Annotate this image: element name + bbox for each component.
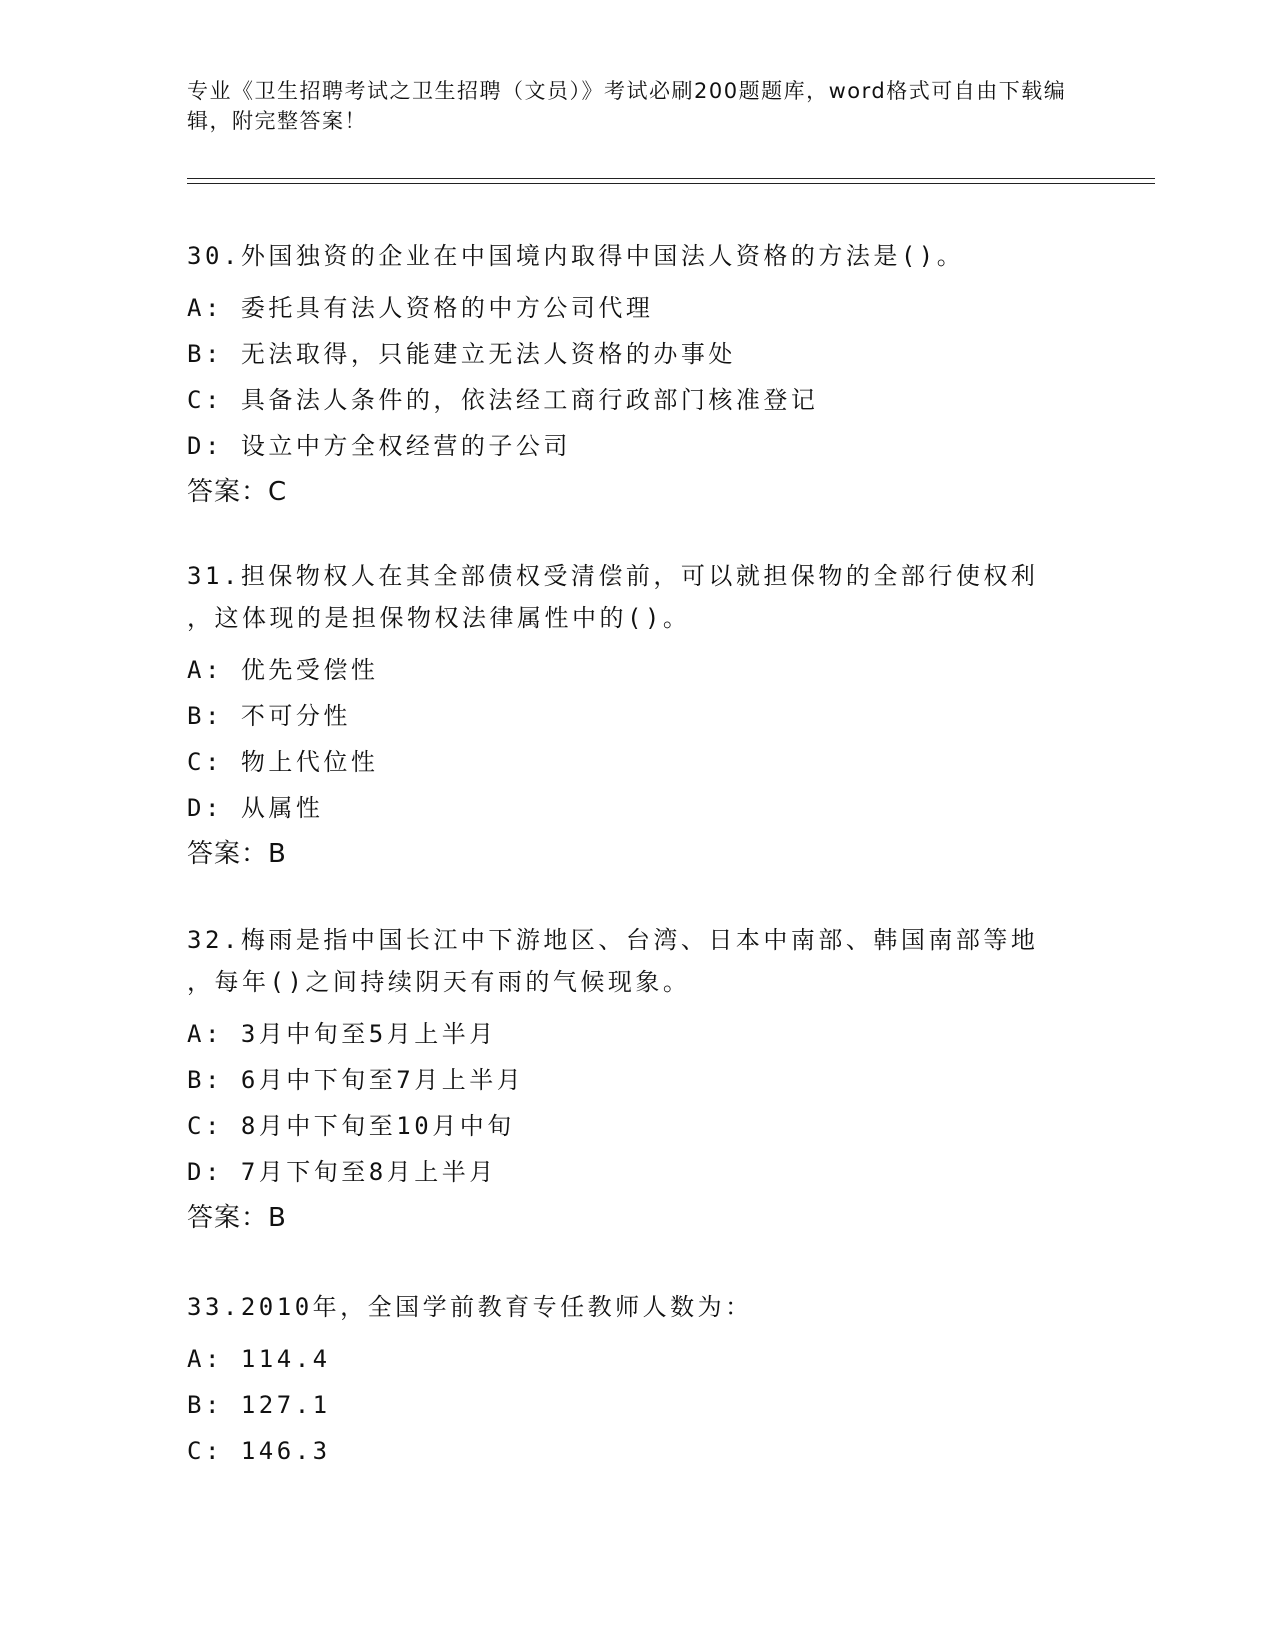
document-intro: 专业《卫生招聘考试之卫生招聘（文员）》考试必刷200题题库，word格式可自由下载编辑，附完整答案！ [187, 79, 1067, 133]
option-b: B: 127.1 [187, 1391, 331, 1419]
option-a: A: 优先受偿性 [187, 656, 379, 684]
answer-label: 答案：B [187, 839, 287, 869]
question-text-line-2: ，每年()之间持续阴天有雨的气候现象。 [187, 968, 691, 996]
option-d: D: 设立中方全权经营的子公司 [187, 432, 571, 460]
option-a: A: 114.4 [187, 1345, 331, 1373]
option-d: D: 从属性 [187, 794, 324, 822]
question-31 [187, 560, 1087, 877]
question-text-line-1: 32.梅雨是指中国长江中下游地区、台湾、日本中南部、韩国南部等地 [187, 926, 1039, 954]
header-divider-bottom [187, 183, 1155, 184]
answer-label: 答案：B [187, 1203, 287, 1233]
option-b: B: 不可分性 [187, 702, 351, 730]
question-text: 30.外国独资的企业在中国境内取得中国法人资格的方法是()。 [187, 242, 965, 270]
option-c: C: 8月中下旬至10月中旬 [187, 1112, 515, 1140]
answer-label: 答案：C [187, 477, 288, 507]
option-a: A: 委托具有法人资格的中方公司代理 [187, 294, 654, 322]
question-32 [187, 924, 1087, 1241]
option-a: A: 3月中旬至5月上半月 [187, 1020, 497, 1048]
option-d: D: 7月下旬至8月上半月 [187, 1158, 497, 1186]
question-33 [187, 1291, 1087, 1474]
question-text: 33.2010年，全国学前教育专任教师人数为： [187, 1293, 753, 1321]
option-c: C: 具备法人条件的，依法经工商行政部门核准登记 [187, 386, 819, 414]
question-text-line-2: ，这体现的是担保物权法律属性中的()。 [187, 604, 691, 632]
option-c: C: 146.3 [187, 1437, 331, 1465]
option-b: B: 6月中下旬至7月上半月 [187, 1066, 525, 1094]
question-text-line-1: 31.担保物权人在其全部债权受清偿前，可以就担保物的全部行使权利 [187, 562, 1039, 590]
question-30 [187, 240, 1087, 515]
option-b: B: 无法取得，只能建立无法人资格的办事处 [187, 340, 736, 368]
header-divider-top [187, 178, 1155, 179]
option-c: C: 物上代位性 [187, 748, 379, 776]
